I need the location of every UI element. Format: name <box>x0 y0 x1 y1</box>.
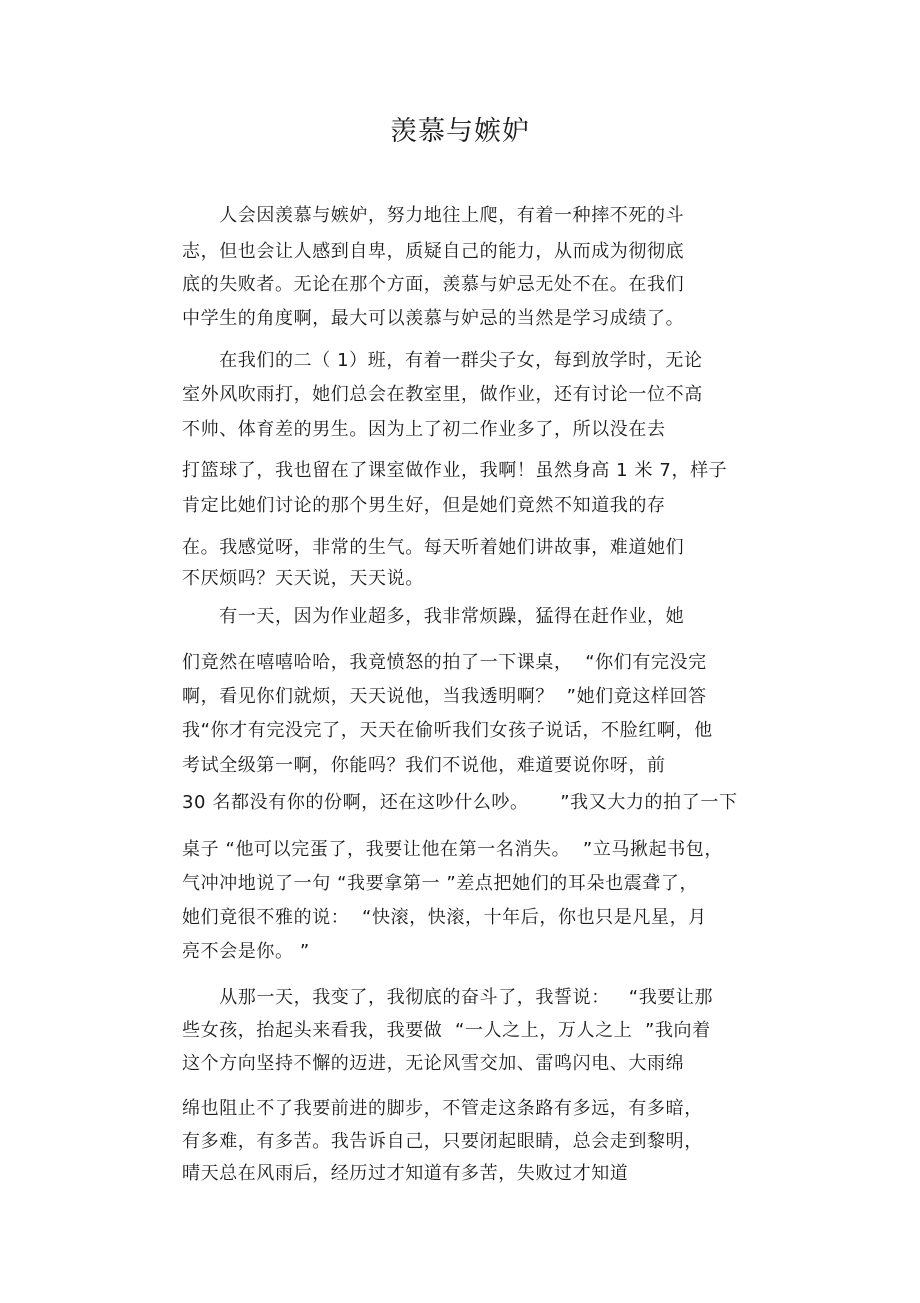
paragraph-line: 从那一天，我变了，我彻底的奋斗了，我誓说： “我要让那 <box>182 987 714 1008</box>
paragraph-line: 30 名都没有你的份啊，还在这吵什么吵。 ”我又大力的拍了一下 <box>182 792 738 813</box>
paragraph-line: 有多难，有多苦。我告诉自己，只要闭起眼睛，总会走到黎明， <box>182 1131 703 1152</box>
paragraph-line: 有一天，因为作业超多，我非常烦躁，猛得在赶作业，她 <box>182 606 685 627</box>
paragraph-line: 啊，看见你们就烦，天天说他，当我透明啊？ ”她们竟这样回答 <box>182 686 707 707</box>
paragraph-line: 打篮球了，我也留在了课室做作业，我啊！虽然身高 1 米 7，样子 <box>182 460 728 481</box>
paragraph-line: 气冲冲地说了一句 “我要拿第一 ”差点把她们的耳朵也震聋了， <box>182 873 699 894</box>
paragraph-line: 些女孩，抬起头来看我，我要做 “一人之上，万人之上 ”我向着 <box>182 1020 711 1041</box>
paragraph-line: 不帅、体育差的男生。因为上了初二作业多了，所以没在去 <box>182 419 666 440</box>
paragraph-line: 中学生的角度啊，最大可以羡慕与妒忌的当然是学习成绩了。 <box>182 308 685 329</box>
paragraph-line: 考试全级第一啊，你能吗？我们不说他，难道要说你呀，前 <box>182 755 666 776</box>
paragraph-line: 桌子 “他可以完蛋了，我要让他在第一名消失。 ”立马揪起书包， <box>182 839 724 860</box>
paragraph-line: 们竟然在嘻嘻哈哈，我竟愤怒的拍了一下课桌， “你们有完没完 <box>182 652 707 673</box>
paragraph-line: 底的失败者。无论在那个方面，羡慕与妒忌无处不在。在我们 <box>182 274 685 295</box>
paragraph-line: 人会因羡慕与嫉妒，努力地往上爬，有着一种摔不死的斗 <box>182 205 685 226</box>
paragraph-line: 肯定比她们讨论的那个男生好，但是她们竟然不知道我的存 <box>182 495 666 516</box>
paragraph-line: 志，但也会让人感到自卑，质疑自己的能力，从而成为彻彻底 <box>182 241 685 262</box>
paragraph-line: 我“你才有完没完了，天天在偷听我们女孩子说话，不脸红啊，他 <box>182 720 713 741</box>
paragraph-line: 绵也阻止不了我要前进的脚步，不管走这条路有多远，有多暗， <box>182 1098 703 1119</box>
paragraph-line: 在。我感觉呀，非常的生气。每天听着她们讲故事，难道她们 <box>182 537 685 558</box>
paragraph-line: 晴天总在风雨后，经历过才知道有多苦，失败过才知道 <box>182 1163 629 1184</box>
paragraph-line: 她们竟很不雅的说： “快滚，快滚，十年后，你也只是凡星，月 <box>182 907 707 928</box>
paragraph-line: 这个方向坚持不懈的迈进，无论风雪交加、雷鸣闪电、大雨绵 <box>182 1053 685 1074</box>
paragraph-line: 在我们的二（ 1）班，有着一群尖子女，每到放学时，无论 <box>182 350 703 371</box>
document-title: 羡慕与嫉妒 <box>390 116 530 147</box>
paragraph-line: 亮不会是你。 ” <box>182 941 310 962</box>
paragraph-line: 室外风吹雨打，她们总会在教室里，做作业，还有讨论一位不高 <box>182 384 703 405</box>
paragraph-line: 不厌烦吗？天天说，天天说。 <box>182 568 424 589</box>
